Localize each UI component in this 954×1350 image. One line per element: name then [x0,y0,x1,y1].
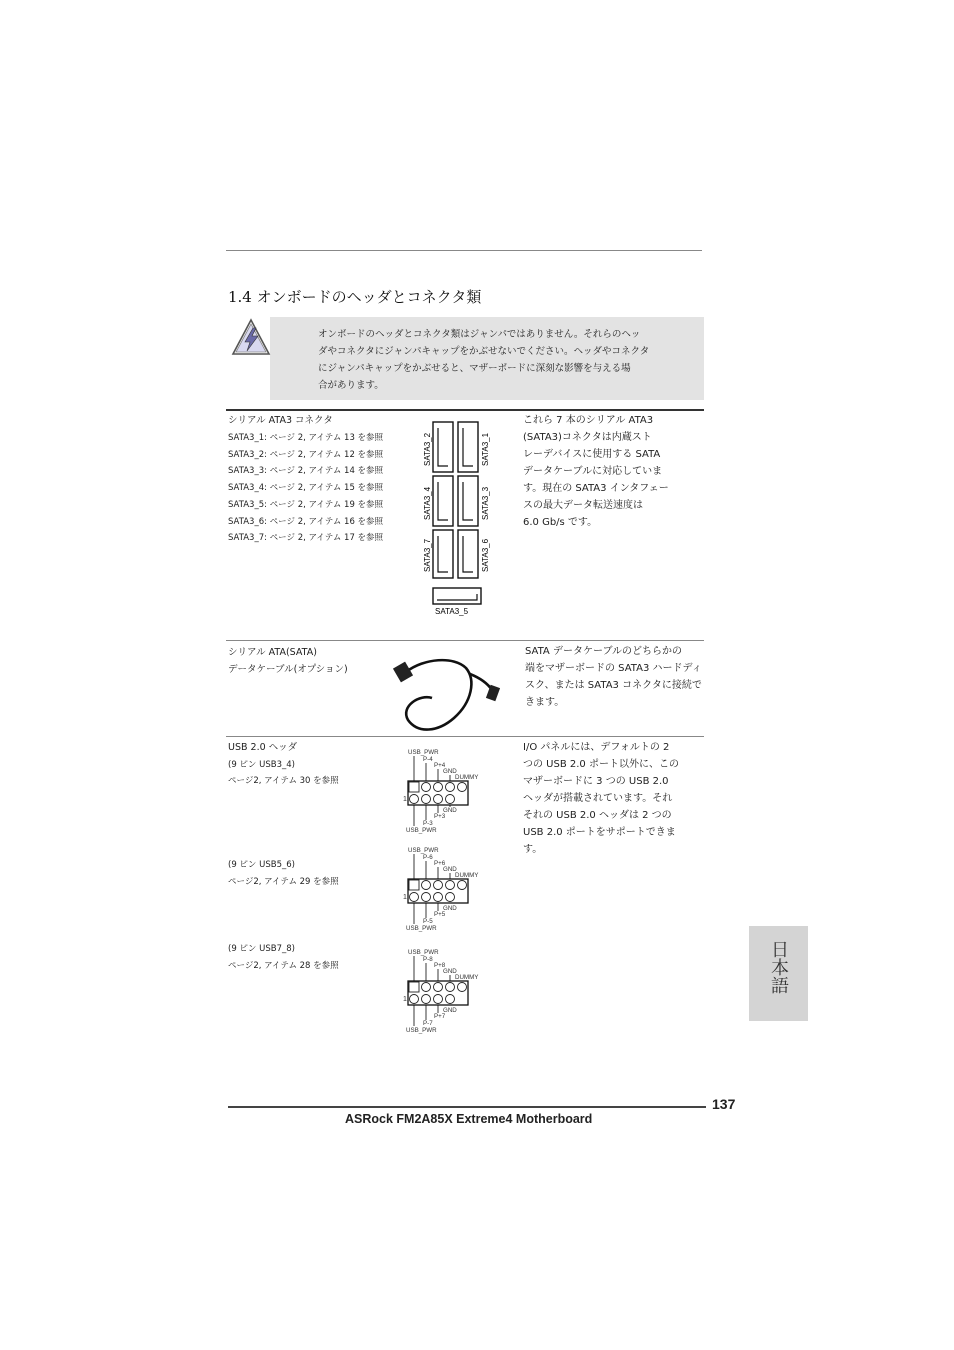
sata-ref-3: SATA3_3: ページ 2, アイテム 14 を参照 [228,466,384,476]
footer-title: ASRock FM2A85X Extreme4 Motherboard [345,1112,593,1126]
pin-label: DUMMY [455,974,479,981]
pin-label: GND [443,968,457,975]
pin-one-label: 1 [403,894,407,901]
pin-label: P+4 [434,762,446,769]
section-divider [226,409,704,411]
usb-group-1-pin: (9 ピン USB3_4) [228,760,295,770]
pin-label: GND [443,807,457,814]
divider-cable [226,640,704,641]
label-sata3-7: SATA3_7 [423,538,432,572]
label-sata3-5: SATA3_5 [435,607,469,616]
pin-label: DUMMY [455,774,479,781]
pin-label: USB_PWR [408,749,439,756]
label-sata3-3: SATA3_3 [481,486,490,520]
pin-label: DUMMY [455,872,479,879]
sata-ref-6: SATA3_6: ページ 2, アイテム 16 を参照 [228,517,384,527]
pin-label: P-8 [423,956,433,963]
pin-label: P-6 [423,854,433,861]
cable-heading-1: シリアル ATA(SATA) [228,647,317,658]
pin-label: USB_PWR [406,925,437,932]
language-side-tab [749,926,808,1021]
sata-description: これら 7 本のシリアル ATA3 (SATA3)コネクタは内蔵スト レーデバイスに使用する SATA データケーブルに対応していま す。現在の SATA3 インタフェー スの最大データ転送速度は 6.0 Gb/s です。 [523,415,669,528]
usb-header-diagram-3 [400,946,495,1038]
pin-label: P+6 [434,860,446,867]
usb-header-diagram-1 [400,746,495,838]
pin-label: GND [443,1007,457,1014]
sata-ref-4: SATA3_4: ページ 2, アイテム 15 を参照 [228,483,384,493]
sata3-6-port [458,530,478,578]
sata-cable-illustration [384,654,500,740]
label-sata3-6: SATA3_6 [481,538,490,572]
note-text: オンボードのヘッダとコネクタ類はジャンパではありません。それらのヘッ ダやコネクタにジャンパキャップをかぶせないでください。ヘッダやコネクタ にジャンパキャップをかぶせると、マザーボードに深刻な影響を与える場 合があります。 [318,329,650,391]
usb-group-3-pin: (9 ピン USB7_8) [228,944,295,954]
sata3-1-port [458,422,478,472]
usb-group-3-ref: ページ2, アイテム 28 を参照 [228,961,339,971]
usb-group-2-pin: (9 ピン USB5_6) [228,860,295,870]
pin-label: P+8 [434,962,446,969]
pin-one-label: 1 [403,996,407,1003]
pin-label: GND [443,866,457,873]
pin-label: P-3 [423,820,433,827]
page-number: 137 [712,1096,736,1112]
pin-label: GND [443,905,457,912]
cable-heading-2: データケーブル(オプション) [228,664,348,675]
top-rule [226,250,702,251]
usb-heading: USB 2.0 ヘッダ [228,742,298,753]
usb-group-1-ref: ページ2, アイテム 30 を参照 [228,776,339,786]
language-label: 日本語 [768,940,789,994]
pin-label: P-5 [423,918,433,925]
pin-label: P+7 [434,1013,446,1020]
pin-label: USB_PWR [408,949,439,956]
pin-label: P-7 [423,1020,433,1027]
sata3-7-port [433,530,453,578]
pin-label: P+3 [434,813,446,820]
pin-label: P+5 [434,911,446,918]
sata-ref-5: SATA3_5: ページ 2, アイテム 19 を参照 [228,500,384,510]
label-sata3-2: SATA3_2 [423,432,432,466]
cable-description: SATA データケーブルのどちらかの 端をマザーボードの SATA3 ハードディ スク、または SATA3 コネクタに接続で きます。 [525,646,702,708]
sata-ref-1: SATA3_1: ページ 2, アイテム 13 を参照 [228,433,384,443]
sata3-5-port [433,588,481,604]
pin-label: USB_PWR [408,847,439,854]
sata3-2-port [433,422,453,472]
pin-label: USB_PWR [406,827,437,834]
pin-label: GND [443,768,457,775]
sata-connector-diagram [418,418,498,618]
sata3-4-port [433,476,453,526]
label-sata3-4: SATA3_4 [423,486,432,520]
sata3-3-port [458,476,478,526]
usb-description: I/O パネルには、デフォルトの 2 つの USB 2.0 ポート以外に、この マザーボードに 3 つの USB 2.0 ヘッダが搭載されています。それ それの USB 2.0 ヘッダは 2 つの USB 2.0 ポートをサポートできま す。 [523,742,679,855]
pin-label: P-4 [423,756,433,763]
pin-one-label: 1 [403,796,407,803]
pin-label: USB_PWR [406,1027,437,1034]
section-title: 1.4 オンボードのヘッダとコネクタ類 [228,288,482,306]
note-box [270,317,704,400]
label-sata3-1: SATA3_1 [481,432,490,466]
divider-usb [226,736,704,737]
sata-ref-2: SATA3_2: ページ 2, アイテム 12 を参照 [228,450,384,460]
footer-rule [228,1106,706,1108]
warning-triangle-icon [231,318,271,356]
usb-group-2-ref: ページ2, アイテム 29 を参照 [228,877,339,887]
usb-header-diagram-2 [400,844,495,936]
sata-ref-7: SATA3_7: ページ 2, アイテム 17 を参照 [228,533,384,543]
sata-heading: シリアル ATA3 コネクタ [228,415,333,426]
